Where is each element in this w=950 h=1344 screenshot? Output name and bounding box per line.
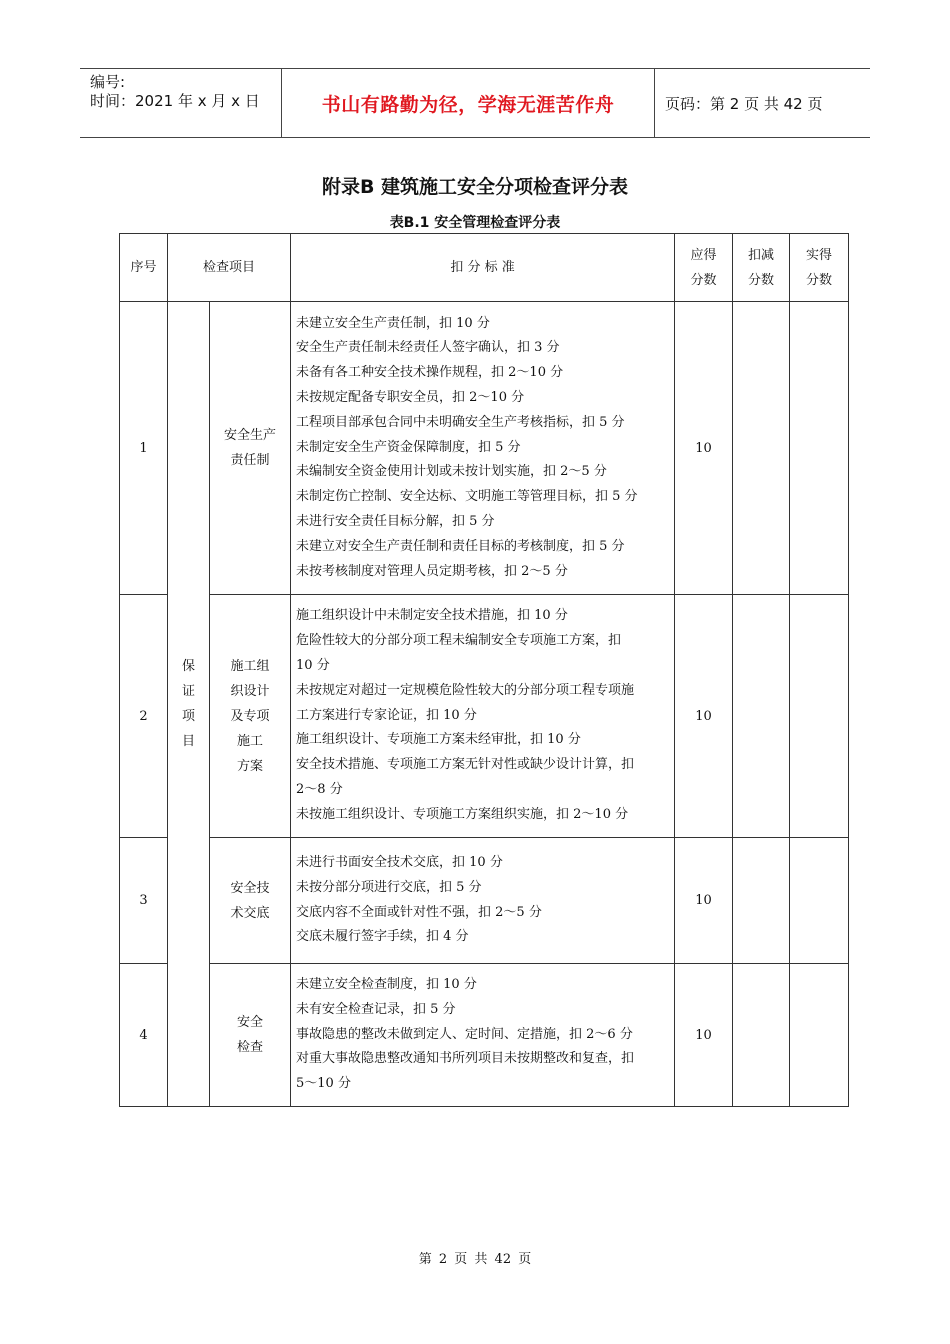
safety-inspection-table xyxy=(119,233,849,1107)
row-deduct-score[interactable] xyxy=(733,964,790,1107)
row-seq: 3 xyxy=(120,838,168,964)
standard-line: 未有安全检查记录，扣 5 分 xyxy=(296,1001,456,1017)
table-row xyxy=(120,595,849,838)
code-label: 编号: xyxy=(90,73,126,91)
row-seq: 4 xyxy=(120,964,168,1107)
header-due-line1: 应得 xyxy=(690,247,717,263)
row-item xyxy=(210,964,291,1107)
standard-line: 未进行书面安全技术交底，扣 10 分 xyxy=(296,854,503,870)
row-deduct-score[interactable] xyxy=(733,838,790,964)
page-footer: 第 2 页 共 42 页 xyxy=(418,1252,532,1267)
header-due-score xyxy=(675,234,733,302)
row-standard xyxy=(291,595,675,838)
item-line: 方案 xyxy=(237,758,264,774)
row-item xyxy=(210,302,291,595)
row-standard xyxy=(291,964,675,1107)
standard-line: 危险性较大的分部分项工程未编制安全专项施工方案，扣 xyxy=(296,633,622,649)
item-line: 安全生产 xyxy=(224,428,277,443)
standard-line: 工程项目部承包合同中未明确安全生产考核指标，扣 5 分 xyxy=(296,414,625,430)
standard-line: 10 分 xyxy=(296,658,330,673)
row-item xyxy=(210,838,291,964)
header-actual-line1: 实得 xyxy=(806,247,833,263)
group-char: 项 xyxy=(181,709,195,724)
standard-line: 未按规定对超过一定规模危险性较大的分部分项工程专项施 xyxy=(296,682,635,698)
standard-line: 5～10 分 xyxy=(296,1076,351,1092)
item-line: 施工组 xyxy=(230,658,270,674)
row-seq: 2 xyxy=(120,595,168,838)
row-actual-score[interactable] xyxy=(790,838,849,964)
header-actual-score xyxy=(790,234,849,302)
standard-line: 未编制安全资金使用计划或未按计划实施，扣 2～5 分 xyxy=(296,464,607,480)
item-line: 及专项 xyxy=(230,708,270,724)
table-row xyxy=(120,964,849,1107)
item-line: 织设计 xyxy=(230,683,270,699)
standard-line: 未按分部分项进行交底，扣 5 分 xyxy=(296,879,482,895)
standard-line: 对重大事故隐患整改通知书所列项目未按期整改和复查，扣 xyxy=(296,1051,635,1067)
standard-line: 交底内容不全面或针对性不强，扣 2～5 分 xyxy=(296,904,542,920)
header-motto: 书山有路勤为径，学海无涯苦作舟 xyxy=(281,69,655,137)
item-line: 施工 xyxy=(237,733,264,749)
row-deduct-score[interactable] xyxy=(733,302,790,595)
header-page-number: 页码：第 2 页 共 42 页 xyxy=(665,94,823,113)
row-actual-score[interactable] xyxy=(790,964,849,1107)
header-due-line2: 分数 xyxy=(690,272,717,288)
group-char: 证 xyxy=(181,684,195,699)
standard-line: 未制定安全生产资金保障制度，扣 5 分 xyxy=(296,439,521,455)
header-item: 检查项目 xyxy=(168,234,291,302)
standard-line: 未按施工组织设计、专项施工方案组织实施，扣 2～10 分 xyxy=(296,806,629,822)
table-row xyxy=(120,302,849,595)
table-header-row xyxy=(120,234,849,302)
row-standard xyxy=(291,838,675,964)
document-header xyxy=(80,68,870,138)
item-line: 责任制 xyxy=(230,453,270,468)
row-item xyxy=(210,595,291,838)
header-actual-line2: 分数 xyxy=(806,272,833,288)
standard-line: 未按规定配备专职安全员，扣 2～10 分 xyxy=(296,390,525,405)
row-actual-score[interactable] xyxy=(790,302,849,595)
standard-line: 工方案进行专家论证，扣 10 分 xyxy=(296,707,477,723)
standard-line: 未按考核制度对管理人员定期考核，扣 2～5 分 xyxy=(296,563,568,579)
standard-line: 2～8 分 xyxy=(296,781,343,797)
item-line: 安全 xyxy=(237,1015,264,1030)
table-title: 表B.1 安全管理检查评分表 xyxy=(389,215,561,231)
row-due-score: 10 xyxy=(675,964,733,1107)
row-due-score: 10 xyxy=(675,595,733,838)
header-meta xyxy=(80,69,281,137)
standard-line: 未建立对安全生产责任制和责任目标的考核制度，扣 5 分 xyxy=(296,538,625,554)
standard-line: 施工组织设计、专项施工方案未经审批，扣 10 分 xyxy=(296,732,581,748)
header-seq: 序号 xyxy=(120,234,168,302)
row-seq: 1 xyxy=(120,302,168,595)
row-due-score: 10 xyxy=(675,838,733,964)
standard-line: 未制定伤亡控制、安全达标、文明施工等管理目标，扣 5 分 xyxy=(296,489,638,505)
header-deduct-score xyxy=(733,234,790,302)
standard-line: 未建立安全生产责任制，扣 10 分 xyxy=(296,315,490,331)
header-deduct-line1: 扣减 xyxy=(748,247,775,263)
appendix-title: 附录B 建筑施工安全分项检查评分表 xyxy=(321,176,629,198)
standard-line: 施工组织设计中未制定安全技术措施，扣 10 分 xyxy=(296,608,568,624)
row-due-score: 10 xyxy=(675,302,733,595)
group-char: 保 xyxy=(181,659,195,674)
header-standard: 扣 分 标 准 xyxy=(291,234,675,302)
item-line: 安全技 xyxy=(230,880,270,896)
group-label-guarantee-items xyxy=(168,302,210,1107)
table-row xyxy=(120,838,849,964)
row-standard xyxy=(291,302,675,595)
item-line: 术交底 xyxy=(230,905,270,921)
group-char: 目 xyxy=(181,734,195,749)
standard-line: 未建立安全检查制度，扣 10 分 xyxy=(296,977,477,992)
standard-line: 未备有各工种安全技术操作规程，扣 2～10 分 xyxy=(296,365,564,381)
standard-line: 安全生产责任制未经责任人签字确认，扣 3 分 xyxy=(296,340,560,356)
item-line: 检查 xyxy=(237,1040,264,1055)
row-deduct-score[interactable] xyxy=(733,595,790,838)
standard-line: 事故隐患的整改未做到定人、定时间、定措施，扣 2～6 分 xyxy=(296,1026,633,1042)
standard-line: 安全技术措施、专项施工方案无针对性或缺少设计计算，扣 xyxy=(296,757,635,773)
date-label: 时间：2021 年 x 月 x 日 xyxy=(90,92,260,110)
row-actual-score[interactable] xyxy=(790,595,849,838)
standard-line: 未进行安全责任目标分解，扣 5 分 xyxy=(296,513,495,529)
header-deduct-line2: 分数 xyxy=(748,272,775,288)
standard-line: 交底未履行签字手续，扣 4 分 xyxy=(296,929,469,945)
